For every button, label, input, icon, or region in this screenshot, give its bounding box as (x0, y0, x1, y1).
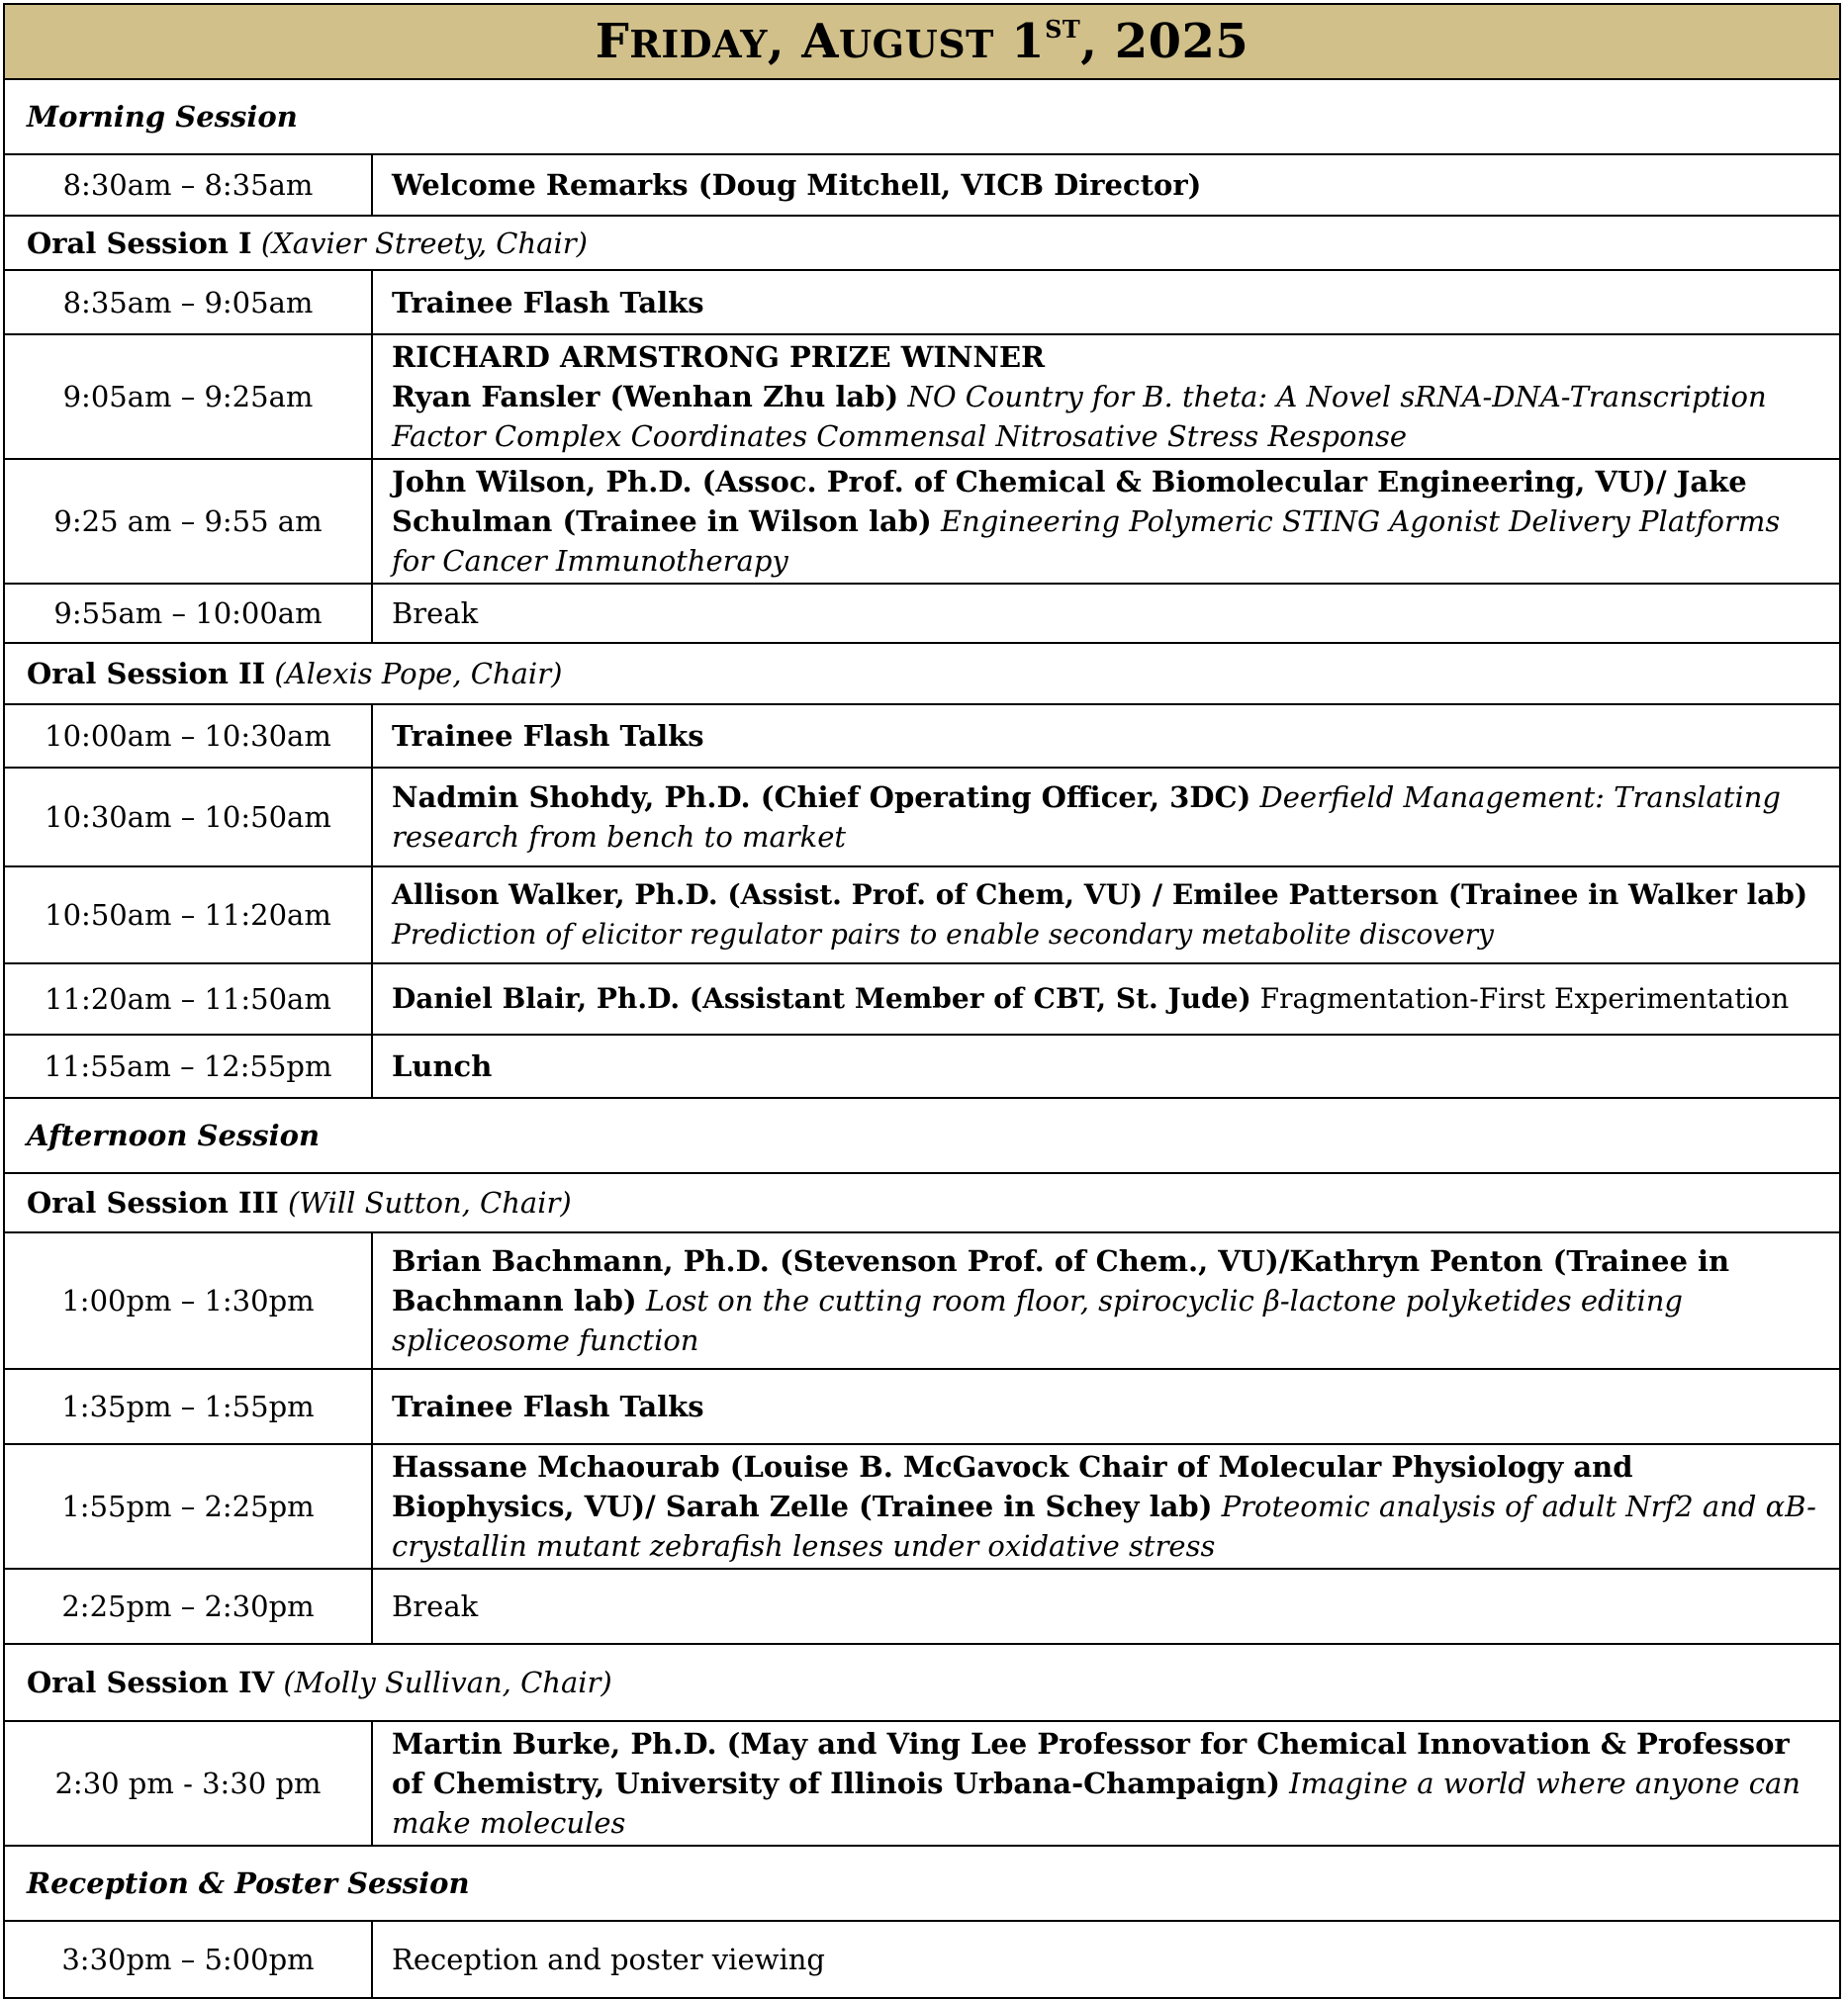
table-row (4, 1721, 1840, 1846)
table-row (4, 270, 1840, 334)
session-name: Oral Session III (27, 1186, 279, 1220)
event-title: Trainee Flash Talks (392, 719, 704, 753)
time-slot: 8:30am – 8:35am (4, 154, 372, 216)
table-row (4, 1369, 1840, 1444)
section-row-reception (4, 1846, 1840, 1921)
section-heading (4, 643, 1840, 704)
talk-title: Lost on the cutting room floor, spirocyclic β-lactone polyketides editing spliceosome function (392, 1284, 1683, 1357)
time-slot: 8:35am – 9:05am (4, 270, 372, 334)
session-chair: (Will Sutton, Chair) (287, 1186, 572, 1220)
session-name: Oral Session I (27, 226, 252, 260)
time-slot: 2:30 pm - 3:30 pm (4, 1721, 372, 1846)
session-name: Oral Session II (27, 657, 266, 690)
schedule-sheet (3, 3, 1841, 1999)
speaker: Hassane Mchaourab (Louise B. McGavock Chair of Molecular Physiology and Biophysics, VU)/ Sarah Zelle (Trainee in Schey lab) (392, 1450, 1633, 1523)
section-heading: Morning Session (4, 79, 1840, 154)
table-row (4, 334, 1840, 459)
event-title: Lunch (392, 1049, 493, 1083)
time-slot: 1:55pm – 2:25pm (4, 1444, 372, 1569)
event-title: Reception and poster viewing (392, 1943, 825, 1976)
section-heading (4, 1644, 1840, 1721)
time-slot: 1:35pm – 1:55pm (4, 1369, 372, 1444)
event-cell (372, 704, 1840, 768)
time-slot: 10:30am – 10:50am (4, 768, 372, 866)
section-row-oral-4 (4, 1644, 1840, 1721)
table-row (4, 1921, 1840, 1998)
section-heading (4, 1173, 1840, 1232)
section-row-oral-3 (4, 1173, 1840, 1232)
event-cell (372, 334, 1840, 459)
talk-title: Imagine a world where anyone can make molecules (392, 1767, 1801, 1840)
speaker: Brian Bachmann, Ph.D. (Stevenson Prof. of Chem., VU)/Kathryn Penton (Trainee in Bachmann lab) (392, 1244, 1730, 1318)
talk-title: Fragmentation-First Experimentation (1259, 982, 1790, 1015)
speaker: Daniel Blair, Ph.D. (Assistant Member of CBT, St. Jude) (392, 982, 1251, 1015)
session-chair: (Molly Sullivan, Chair) (283, 1666, 612, 1699)
section-row-morning (4, 79, 1840, 154)
event-title: Break (392, 596, 479, 630)
speaker: Ryan Fansler (Wenhan Zhu lab) (392, 380, 899, 413)
time-slot: 10:00am – 10:30am (4, 704, 372, 768)
time-slot: 10:50am – 11:20am (4, 866, 372, 963)
talk-title: Proteomic analysis of adult Nrf2 and αB-crystallin mutant zebrafish lenses under oxidative stress (392, 1490, 1816, 1563)
talk-title: Deerfield Management: Translating research from bench to market (392, 780, 1781, 854)
event-cell (372, 1444, 1840, 1569)
event-cell (372, 1721, 1840, 1846)
time-slot: 9:25 am – 9:55 am (4, 459, 372, 584)
event-cell (372, 270, 1840, 334)
table-row (4, 704, 1840, 768)
section-heading: Reception & Poster Session (4, 1846, 1840, 1921)
time-slot: 9:05am – 9:25am (4, 334, 372, 459)
table-row (4, 866, 1840, 963)
event-cell (372, 1232, 1840, 1369)
event-cell (372, 1035, 1840, 1098)
section-heading (4, 216, 1840, 270)
event-cell (372, 459, 1840, 584)
time-slot: 11:55am – 12:55pm (4, 1035, 372, 1098)
event-title: Trainee Flash Talks (392, 285, 704, 319)
speaker: Nadmin Shohdy, Ph.D. (Chief Operating Officer, 3DC) (392, 780, 1251, 814)
speaker: Martin Burke, Ph.D. (May and Ving Lee Professor for Chemical Innovation & Professor of Chemistry, University of Illinois Urbana-Champaign) (392, 1727, 1790, 1800)
speaker: John Wilson, Ph.D. (Assoc. Prof. of Chemical & Biomolecular Engineering, VU)/ Jake Schulman (Trainee in Wilson lab) (392, 465, 1747, 538)
table-row (4, 584, 1840, 643)
event-cell (372, 768, 1840, 866)
table-row (4, 963, 1840, 1035)
event-cell (372, 963, 1840, 1035)
award-title: RICHARD ARMSTRONG PRIZE WINNER (392, 340, 1046, 374)
event-cell (372, 1921, 1840, 1998)
event-cell (372, 866, 1840, 963)
event-cell (372, 584, 1840, 643)
page-title: FRIDAY, AUGUST 1ST, 2025 (4, 4, 1840, 79)
time-slot: 1:00pm – 1:30pm (4, 1232, 372, 1369)
time-slot: 2:25pm – 2:30pm (4, 1569, 372, 1644)
section-row-afternoon (4, 1098, 1840, 1173)
event-title: Welcome Remarks (Doug Mitchell, VICB Director) (392, 168, 1202, 202)
table-row (4, 154, 1840, 216)
section-heading: Afternoon Session (4, 1098, 1840, 1173)
event-cell (372, 154, 1840, 216)
time-slot: 9:55am – 10:00am (4, 584, 372, 643)
talk-title: Engineering Polymeric STING Agonist Delivery Platforms for Cancer Immunotherapy (392, 504, 1781, 578)
speaker: Allison Walker, Ph.D. (Assist. Prof. of Chem, VU) / Emilee Patterson (Trainee in Walker lab) (392, 878, 1808, 911)
section-row-oral-1 (4, 216, 1840, 270)
schedule-table (3, 3, 1841, 1999)
table-row (4, 768, 1840, 866)
table-row (4, 459, 1840, 584)
table-row (4, 1444, 1840, 1569)
table-row (4, 1232, 1840, 1369)
time-slot: 11:20am – 11:50am (4, 963, 372, 1035)
session-chair: (Xavier Streety, Chair) (260, 226, 588, 260)
talk-title: NO Country for B. theta: A Novel sRNA-DNA-Transcription Factor Complex Coordinates Commensal Nitrosative Stress Response (392, 380, 1767, 453)
section-row-oral-2 (4, 643, 1840, 704)
table-row (4, 1569, 1840, 1644)
event-title: Break (392, 1590, 479, 1623)
session-name: Oral Session IV (27, 1666, 275, 1699)
event-cell (372, 1369, 1840, 1444)
session-chair: (Alexis Pope, Chair) (274, 657, 563, 690)
title-row (4, 4, 1840, 79)
talk-title: Prediction of elicitor regulator pairs to enable secondary metabolite discovery (392, 918, 1494, 951)
table-row (4, 1035, 1840, 1098)
event-cell (372, 1569, 1840, 1644)
event-title: Trainee Flash Talks (392, 1390, 704, 1423)
time-slot: 3:30pm – 5:00pm (4, 1921, 372, 1998)
